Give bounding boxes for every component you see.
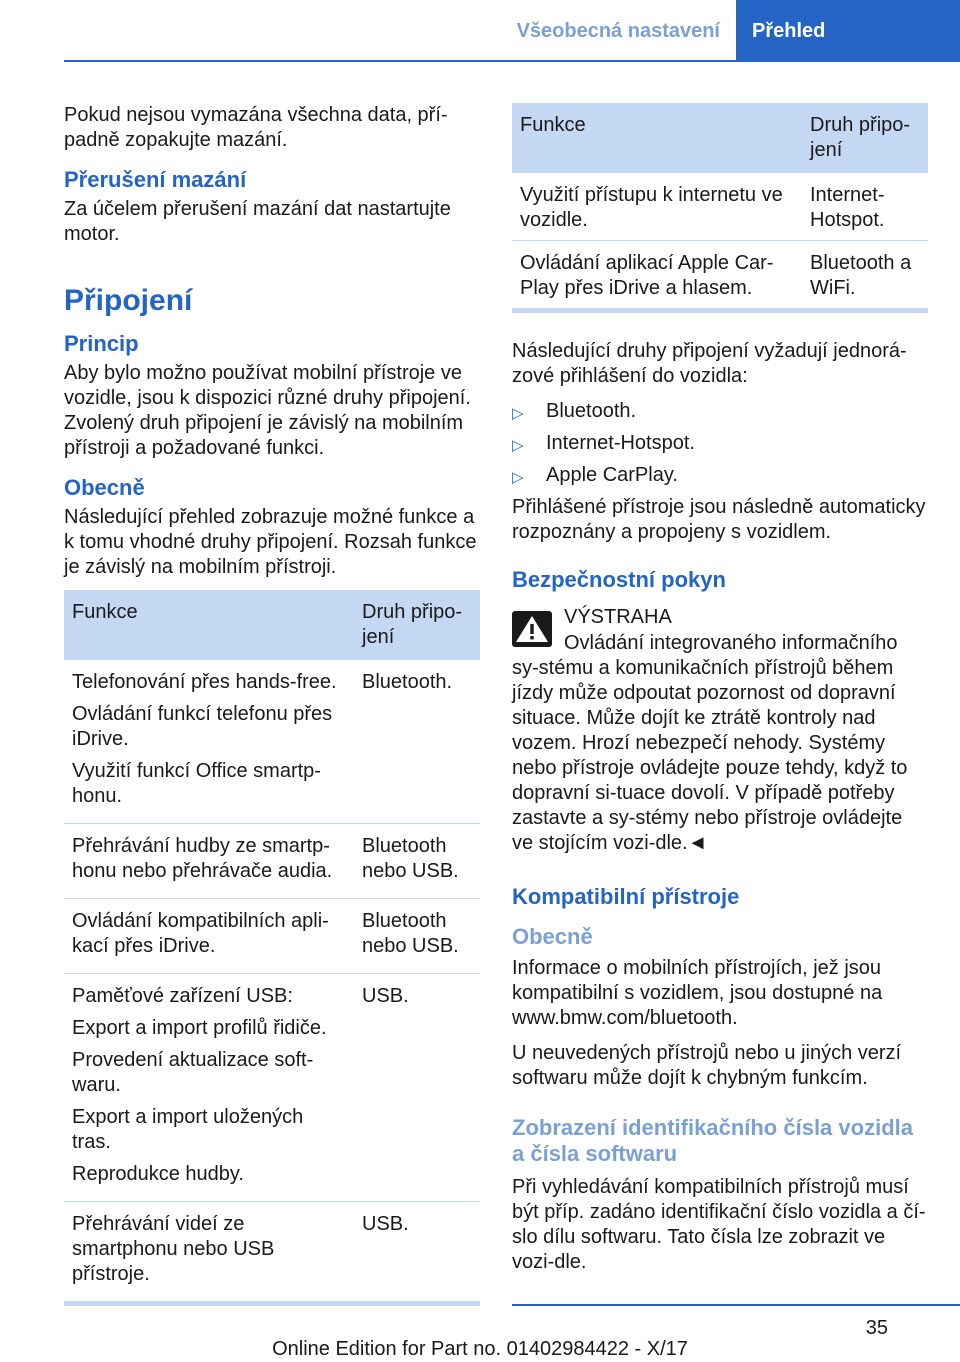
- heading-connection: Připojení: [64, 284, 193, 317]
- section-tab: Všeobecná nastavení: [516, 20, 720, 42]
- table-header-type: Druh připo-jení: [354, 590, 480, 660]
- cell-line: Provedení aktualizace soft-waru.: [72, 1049, 314, 1096]
- paragraph-vin: Při vyhledávání kompatibilních přístrojů musí být příp. zadáno identifikační číslo vozidla a čí-slo dílu softwaru. Tato čísla lze zobrazit ve vozi-dle.: [512, 1176, 926, 1273]
- cell-line: Export a import profilů řidiče.: [72, 1017, 327, 1039]
- list-item: ▷ Apple CarPlay.: [512, 463, 928, 488]
- warning-icon: [512, 611, 552, 647]
- functions-table: [64, 590, 480, 1306]
- triangle-bullet-icon: ▷: [512, 405, 524, 422]
- table-header-function: Funkce: [512, 103, 802, 173]
- table-cell-type: Bluetooth nebo USB.: [354, 899, 480, 974]
- table-row: [64, 1202, 480, 1304]
- cell-line: Telefonování přes hands-free.: [72, 671, 337, 693]
- paragraph-general: Následující přehled zobrazuje možné funkce a k tomu vhodné druhy připojení. Rozsah funkce je závislý na mobilním přístroji.: [64, 506, 477, 578]
- functions-table-continued: [512, 103, 928, 313]
- paragraph-auto-connect: Přihlášené přístroje jsou následně automaticky rozpoznány a propojeny s vozidlem.: [512, 496, 926, 543]
- paragraph-interrupt-delete: Za účelem přerušení mazání dat nastartujte motor.: [64, 198, 451, 245]
- cell-line: Reprodukce hudby.: [72, 1163, 244, 1185]
- heading-vin-software: Zobrazení identifikačního čísla vozidla a čísla softwaru: [512, 1115, 913, 1166]
- table-cell-type: Bluetooth.: [354, 660, 480, 824]
- table-cell-type: USB.: [354, 1202, 480, 1304]
- table-cell-type: Internet-Hotspot.: [802, 173, 928, 241]
- table-row: [64, 974, 480, 1202]
- warning-title: VÝSTRAHA: [564, 606, 672, 628]
- list-item: ▷ Bluetooth.: [512, 399, 928, 424]
- paragraph-compat-warning: U neuvedených přístrojů nebo u jiných verzí softwaru může dojít k chybným funkcím.: [512, 1042, 902, 1089]
- paragraph-compat-info: Informace o mobilních přístrojích, jež jsou kompatibilní s vozidlem, jsou dostupné na www.bmw.com/bluetooth.: [512, 957, 883, 1029]
- triangle-bullet-icon: ▷: [512, 437, 524, 454]
- table-cell-type: Bluetooth nebo USB.: [354, 824, 480, 899]
- cell-line: Paměťové zařízení USB:: [72, 985, 293, 1007]
- triangle-bullet-icon: ▷: [512, 469, 524, 486]
- table-row: [512, 173, 928, 241]
- connection-list: [512, 399, 928, 488]
- heading-general-2: Obecně: [512, 924, 593, 949]
- heading-compatible-devices: Kompatibilní přístroje: [512, 884, 740, 909]
- table-cell-function: [64, 1202, 354, 1304]
- table-cell-function: [64, 899, 354, 974]
- table-header-function: Funkce: [64, 590, 354, 660]
- cell-line: Přehrávání hudby ze smartp-honu nebo přehrávače audia.: [72, 835, 333, 882]
- table-row: [64, 660, 480, 824]
- table-header-type: Druh připo-jení: [802, 103, 928, 173]
- warning-block: [512, 605, 928, 630]
- table-cell-function: Využití přístupu k internetu ve vozidle.: [512, 173, 802, 241]
- table-cell-function: [64, 974, 354, 1202]
- cell-line: Ovládání funkcí telefonu přes iDrive.: [72, 703, 333, 750]
- table-row: [64, 899, 480, 974]
- page-header: [64, 0, 960, 62]
- footer-rule: [512, 1304, 960, 1306]
- table-cell-function: Ovládání aplikací Apple Car-Play přes iDrive a hlasem.: [512, 241, 802, 311]
- heading-principle: Princip: [64, 331, 139, 356]
- table-cell-function: [64, 824, 354, 899]
- current-tab: Přehled: [736, 0, 960, 62]
- footer-edition: Online Edition for Part no. 01402984422 - X/17: [272, 1338, 688, 1360]
- list-item: ▷ Internet-Hotspot.: [512, 431, 928, 456]
- table-cell-type: USB.: [354, 974, 480, 1202]
- table-row: [512, 241, 928, 311]
- cell-line: Využití funkcí Office smartp-honu.: [72, 760, 321, 807]
- heading-safety: Bezpečnostní pokyn: [512, 567, 726, 592]
- cell-line: Ovládání kompatibilních apli-kací přes iDrive.: [72, 910, 329, 957]
- warning-text: Ovládání integrovaného informačního sy-stému a komunikačních přístrojů během jízdy může odpoutat pozornost od dopravní situace. Může dojít ke ztrátě kontroly nad vozem. Hrozí nebezpečí nehody. Systémy nebo přístroje ovládejte pouze tehdy, když to dopravní si-tuace dovolí. V případě potřeby zastavte a sy-stémy nebo přístroje ovládejte ve stojícím vozi-dle.◄: [512, 632, 908, 854]
- table-row: [64, 824, 480, 899]
- cell-line: Přehrávání videí ze smartphonu nebo USB přístroje.: [72, 1213, 275, 1285]
- paragraph-principle: Aby bylo možno používat mobilní přístroje ve vozidle, jsou k dispozici různé druhy připojení. Zvolený druh připojení je závislý na mobilním přístroji a požadované funkci.: [64, 362, 471, 459]
- header-rule: [64, 60, 960, 62]
- heading-general: Obecně: [64, 475, 145, 500]
- right-column: [512, 103, 928, 1285]
- cell-line: Export a import uložených tras.: [72, 1106, 304, 1153]
- page-number: 35: [865, 1317, 888, 1339]
- left-column: [64, 103, 480, 1306]
- paragraph-repeat-delete: Pokud nejsou vymazána všechna data, pří-padně zopakujte mazání.: [64, 104, 448, 151]
- table-cell-type: Bluetooth a WiFi.: [802, 241, 928, 311]
- table-cell-function: [64, 660, 354, 824]
- paragraph-login: Následující druhy připojení vyžadují jednorá-zové přihlášení do vozidla:: [512, 340, 907, 387]
- heading-interrupt-delete: Přerušení mazání: [64, 167, 247, 192]
